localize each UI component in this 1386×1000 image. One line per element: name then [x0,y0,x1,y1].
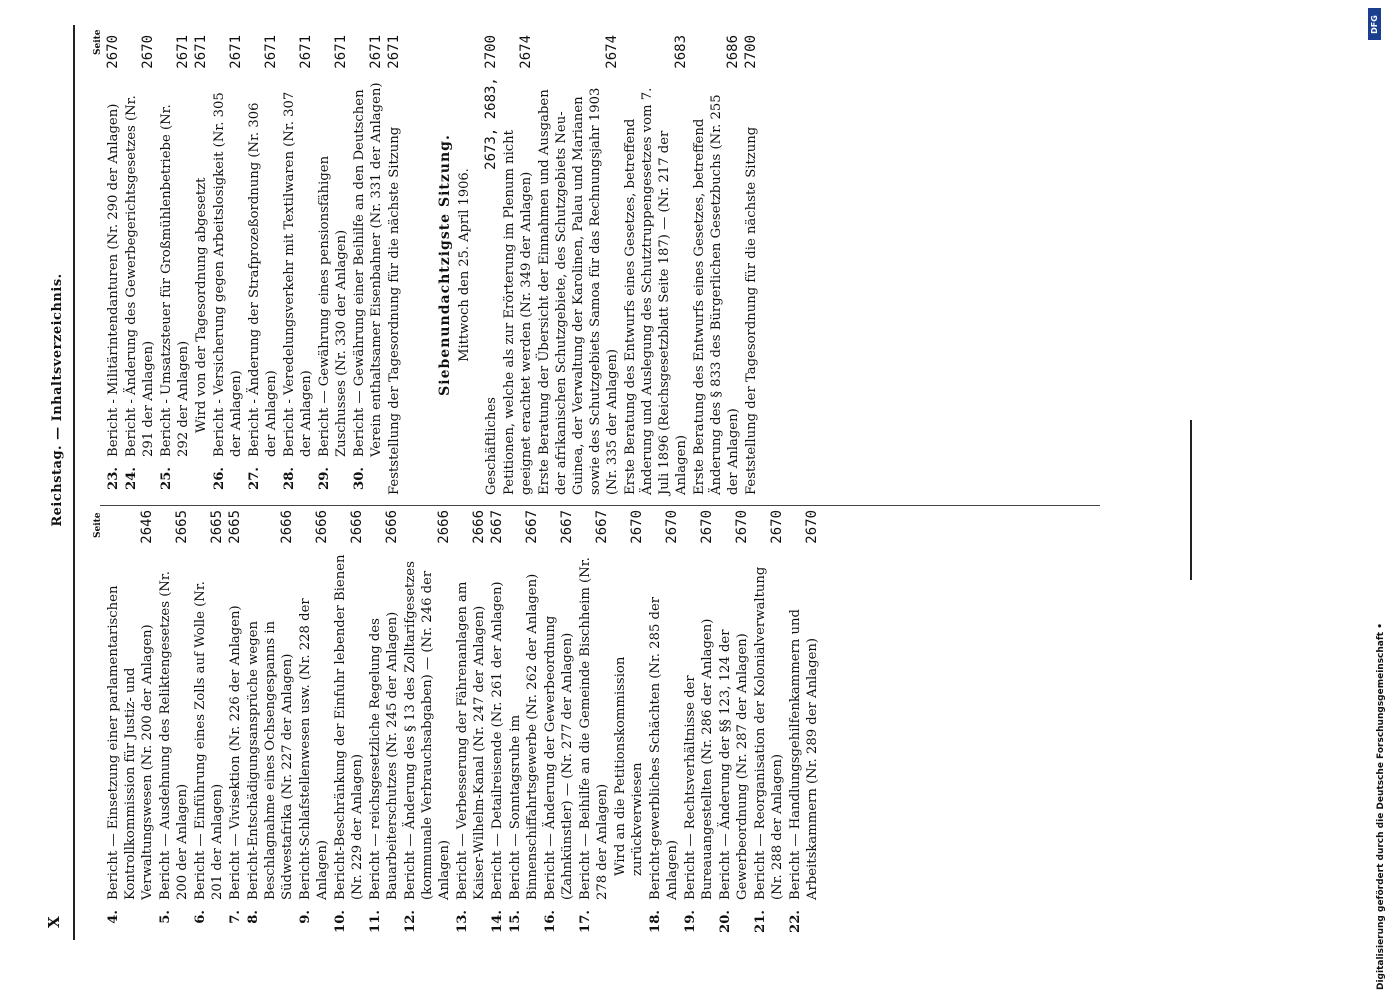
entry-text: Geschäftliches [484,397,499,495]
toc-entry [123,35,157,495]
entry-text: Bericht — Gewährung einer Beihilfe an den Deutschen Verein enthaltsamer Eisenbahner (Nr. 331 der Anlagen) [352,82,384,457]
entry-number: 18. [648,910,663,933]
toc-entry [691,35,742,495]
toc-entry [483,35,500,495]
entry-text: Bericht — Sonntagsruhe im Binnenschiffahrtsgewerbe (Nr. 262 der Anlagen) [508,573,540,900]
entry-number: 12. [403,910,418,933]
entry-number: 6. [193,910,208,924]
entry-page-number: 2665 [174,510,191,548]
entry-text: Erste Beratung des Entwurfs eines Gesetzes, betreffend Änderung und Auslegung des Schutztruppengesetzes vom 7. Juli 1896 (Reichsgesetzblatt Seite 187) — (Nr. 217 der Anlagen) [623,87,689,495]
column-divider [100,505,1100,506]
seite-label-left: Seite [93,512,103,538]
toc-entry [647,510,681,938]
entry-text: Bericht - Änderung des Gewerbegerichtsgesetzes (Nr. 291 der Anlagen) [124,95,156,457]
toc-entry [577,510,611,938]
entry-text: Bericht - Versicherung gegen Arbeitslosigkeit (Nr. 305 der Anlagen) [212,92,244,457]
entry-text: Bericht — Änderung der Gewerbeordnung (Zahnkünstler) — (Nr. 277 der Anlagen) [543,615,575,900]
entry-page-number: 2667 [524,510,541,548]
entry-text: Wird an die Petitionskommission zurückverwiesen [613,656,645,876]
digitization-credit: Digitalisierung gefördert durch die Deutsche Forschungsgemeinschaft • [1376,623,1386,990]
entry-number: 26. [212,467,227,490]
toc-entry [454,510,488,938]
entry-text: Bericht — Vivisektion (Nr. 226 der Anlagen) [228,605,243,900]
toc-entry [787,510,821,938]
toc-entry [193,35,210,495]
entry-page-number: 2667 [489,510,506,548]
entry-text: Bericht — Änderung der §§ 123, 124 der Gewerbeordnung (Nr. 287 der Anlagen) [718,629,750,900]
entry-page-number: 2665 [227,510,244,548]
entry-number: 14. [490,910,505,933]
entry-text: Bericht — Rechtsverhältnisse der Bureauangestellten (Nr. 286 der Anlagen) [683,618,715,900]
entry-page-number: 2671 [228,35,245,73]
entry-page-number: 2671 [263,35,280,73]
entry-page-number: 2674 [604,35,621,73]
entry-text: Petitionen, welche als zur Erörterung im Plenum nicht geeignet erachtet werden (Nr. 349 der Anlagen) [502,130,534,495]
entry-number: 22. [788,910,803,933]
dfg-logo [1368,8,1381,40]
toc-entry [622,35,690,495]
entry-page-number: 2700 [743,35,760,73]
toc-entry [489,510,506,938]
entry-page-number: 2666 [279,510,296,548]
entry-text: Bericht — Verbesserung der Fährenanlagen am Kaiser-Wilhelm-Kanal (Nr. 247 der Anlagen) [455,581,487,900]
left-column [105,510,822,938]
entry-page-number: 2671 [386,35,403,73]
entry-number: 28. [282,467,297,490]
entry-number: 19. [683,910,698,933]
entry-page-number: 2666 [384,510,401,548]
entry-page-number: 2671 [368,35,385,73]
toc-entry [192,510,226,938]
header-rule [73,25,75,940]
toc-entry [158,35,192,495]
entry-number: 4. [106,910,121,924]
entry-page-number: 2671 [193,35,210,73]
toc-entry [297,510,331,938]
toc-entry [332,510,366,938]
toc-entry [536,35,621,495]
entry-page-number: 2666 [349,510,366,548]
entry-number: 30. [352,467,367,490]
entry-number: 15. [508,910,523,933]
session-title: Siebenundachtzigste Sitzung. [437,134,453,396]
entry-page-number: 2671 [175,35,192,73]
entry-page-number: 2674 [518,35,535,73]
session-entries [483,35,760,495]
entry-page-number: 2670 [769,510,786,548]
entry-number: 13. [455,910,470,933]
toc-entry [386,35,403,495]
entry-page-number: 2670 [804,510,821,548]
toc-entry [281,35,315,495]
entry-text: Bericht — Detailreisende (Nr. 261 der Anlagen) [490,581,505,900]
entry-number: 23. [106,467,121,490]
entry-page-number: 2666 [471,510,488,548]
entry-page-number: 2670 [699,510,716,548]
entry-text: Wird von der Tagesordnung abgesetzt [194,177,209,433]
entry-number: 9. [298,910,313,924]
dfg-logo-text: DFG [1370,14,1380,34]
entry-number: 16. [543,910,558,933]
toc-entry [245,510,296,938]
toc-entry [402,510,453,938]
toc-entry [717,510,751,938]
toc-entry [246,35,280,495]
end-rule [1190,420,1192,580]
entry-number: 29. [317,467,332,490]
entry-text: Bericht — Gewährung eines pensionsfähigen Zuschusses (Nr. 330 der Anlagen) [317,155,349,457]
toc-entry [367,510,401,938]
entry-number: 5. [158,910,173,924]
entry-text: Bericht - Umsatzsteuer für Großmühlenbetriebe (Nr. 292 der Anlagen) [159,104,191,457]
entry-text: Bericht — Ausdehnung des Reliktengesetzes (Nr. 200 der Anlagen) [158,571,190,900]
entry-text: Bericht — Handlungsgehilfenkammern und Arbeitskammern (Nr. 289 der Anlagen) [788,609,820,900]
entry-page-number: 2670 [734,510,751,548]
entry-text: Bericht-Entschädigungsansprüche wegen Beschlagnahme eines Ochsengespanns in Südwestafrika (Nr. 227 der Anlagen) [246,620,295,900]
session-date: Mittwoch den 25. April 1906. [457,168,472,362]
entry-page-number: 2671 [333,35,350,73]
toc-entry [743,35,760,495]
right-column [105,35,761,495]
seite-label-right: Seite [93,29,103,55]
entry-number: 21. [753,910,768,933]
toc-entry [501,35,535,495]
entry-page-number: 2666 [436,510,453,548]
page-number: X [45,916,63,928]
entry-page-number: 2673, 2683, 2700 [483,35,500,174]
entry-text: Bericht — Beihilfe an die Gemeinde Bischheim (Nr. 278 der Anlagen) [578,557,610,900]
entry-number: 8. [246,910,261,924]
entry-text: Bericht — Einführung eines Zolls auf Wolle (Nr. 201 der Anlagen) [193,581,225,900]
toc-entry [612,510,646,938]
entry-page-number: 2667 [559,510,576,548]
entry-page-number: 2683 [673,35,690,73]
entry-page-number: 2686 [725,35,742,73]
entry-text: Bericht - Änderung der Strafprozeßordnung (Nr. 306 der Anlagen) [247,102,279,457]
entry-text: Bericht - Militärintendanturen (Nr. 290 der Anlagen) [106,103,121,457]
entry-text: Erste Beratung der Übersicht der Einnahmen und Ausgaben der afrikanischen Schutzgebiete, des Schutzgebiets Neu-Guinea, der Verwaltung der Karolinen, Palau und Marianen sowie des Schutzgebiets Samoa für das Rechnungsjahr 1903 (Nr. 335 der Anlagen) [537,87,620,495]
entry-text: Feststellung der Tagesordnung für die nächste Sitzung [744,126,759,495]
entry-text: Bericht — reichsgesetzliche Regelung des Bauarbeiterschutzes (Nr. 245 der Anlagen) [368,611,400,900]
entry-page-number: 2670 [140,35,157,73]
entry-number: 11. [368,910,383,933]
entry-text: Bericht-gewerbliches Schächten (Nr. 285 der Anlagen) [648,596,680,900]
entry-page-number: 2670 [629,510,646,548]
entry-text: Feststellung der Tagesordnung für die nächste Sitzung [387,126,402,495]
entry-number: 20. [718,910,733,933]
toc-entry [542,510,576,938]
entry-text: Bericht — Reorganisation der Kolonialverwaltung (Nr. 288 der Anlagen) [753,566,785,900]
toc-entry [752,510,786,938]
entry-number: 25. [159,467,174,490]
toc-entry [351,35,385,495]
toc-entry [682,510,716,938]
entry-page-number: 2646 [139,510,156,548]
toc-entry [211,35,245,495]
entry-number: 17. [578,910,593,933]
entry-number: 10. [333,910,348,933]
entry-text: Bericht — Einsetzung einer parlamentarischen Kontrollkommission für Justiz- und Verwaltungswesen (Nr. 200 der Anlagen) [106,585,155,900]
entry-page-number: 2670 [105,35,122,73]
entry-page-number: 2666 [314,510,331,548]
running-header: Reichstag. — Inhaltsverzeichnis. [50,273,65,527]
entry-number: 24. [124,467,139,490]
entry-page-number: 2671 [298,35,315,73]
toc-entry [227,510,244,938]
entry-text: Erste Beratung des Entwurfs eines Gesetzes, betreffend Änderung des § 833 des Bürgerlichen Gesetzbuchs (Nr. 255 der Anlagen) [692,94,741,495]
toc-entry [105,35,122,495]
entry-text: Bericht - Veredelungsverkehr mit Textilwaren (Nr. 307 der Anlagen) [282,91,314,457]
entry-text: Bericht — Änderung des § 13 des Zolltarifgesetzes (kommunale Verbrauchsabgaben) — (Nr. 246 der Anlagen) [403,561,452,900]
toc-entry [507,510,541,938]
entry-page-number: 2670 [664,510,681,548]
toc-entry [157,510,191,938]
entry-page-number: 2665 [209,510,226,548]
entry-number: 27. [247,467,262,490]
entry-number: 7. [228,910,243,924]
entry-text: Bericht-Schlafstellenwesen usw. (Nr. 228 der Anlagen) [298,598,330,900]
toc-entry [105,510,156,938]
toc-entry [316,35,350,495]
entry-text: Bericht-Beschränkung der Einfuhr lebender Bienen (Nr. 229 der Anlagen) [333,554,365,900]
entry-page-number: 2667 [594,510,611,548]
